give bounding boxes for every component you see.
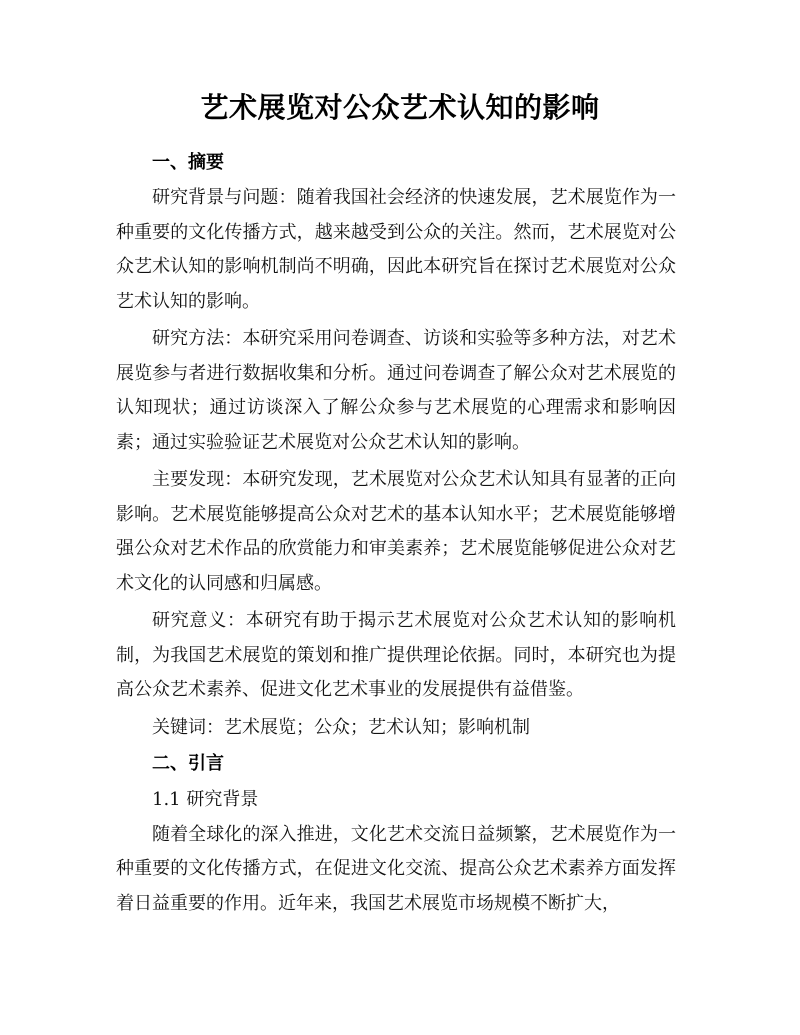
document-title: 艺术展览对公众艺术认知的影响 — [200, 91, 600, 124]
abstract-paragraph-background: 研究背景与问题：随着我国社会经济的快速发展，艺术展览作为一种重要的文化传播方式，越来越受到公众的关注。然而，艺术展览对公众艺术认知的影响机制尚不明确，因此本研究旨在探讨艺术展览对公众艺术认知的影响。 — [116, 187, 676, 312]
introduction-paragraph: 随着全球化的深入推进，文化艺术交流日益频繁，艺术展览作为一种重要的文化传播方式，在促进文化交流、提高公众艺术素养方面发挥着日益重要的作用。近年来，我国艺术展览市场规模不断扩大， — [116, 823, 676, 914]
abstract-paragraph-findings: 主要发现：本研究发现，艺术展览对公众艺术认知具有显著的正向影响。艺术展览能够提高公众对艺术的基本认知水平；艺术展览能够增强公众对艺术作品的欣赏能力和审美素养；艺术展览能够促进公众对艺术文化的认同感和归属感。 — [116, 469, 676, 594]
keywords-line: 关键词：艺术展览；公众；艺术认知；影响机制 — [152, 716, 530, 738]
abstract-paragraph-methods: 研究方法：本研究采用问卷调查、访谈和实验等多种方法，对艺术展览参与者进行数据收集和分析。通过问卷调查了解公众对艺术展览的认知现状；通过访谈深入了解公众参与艺术展览的心理需求和影响因素；通过实验验证艺术展览对公众艺术认知的影响。 — [116, 328, 676, 453]
abstract-paragraph-significance: 研究意义：本研究有助于揭示艺术展览对公众艺术认知的影响机制，为我国艺术展览的策划和推广提供理论依据。同时，本研究也为提高公众艺术素养、促进文化艺术事业的发展提供有益借鉴。 — [116, 610, 676, 700]
abstract-heading: 一、摘要 — [152, 152, 224, 173]
introduction-heading: 二、引言 — [152, 752, 224, 774]
subsection-heading-background: 1.1 研究背景 — [152, 788, 259, 810]
document-body — [116, 145, 676, 921]
